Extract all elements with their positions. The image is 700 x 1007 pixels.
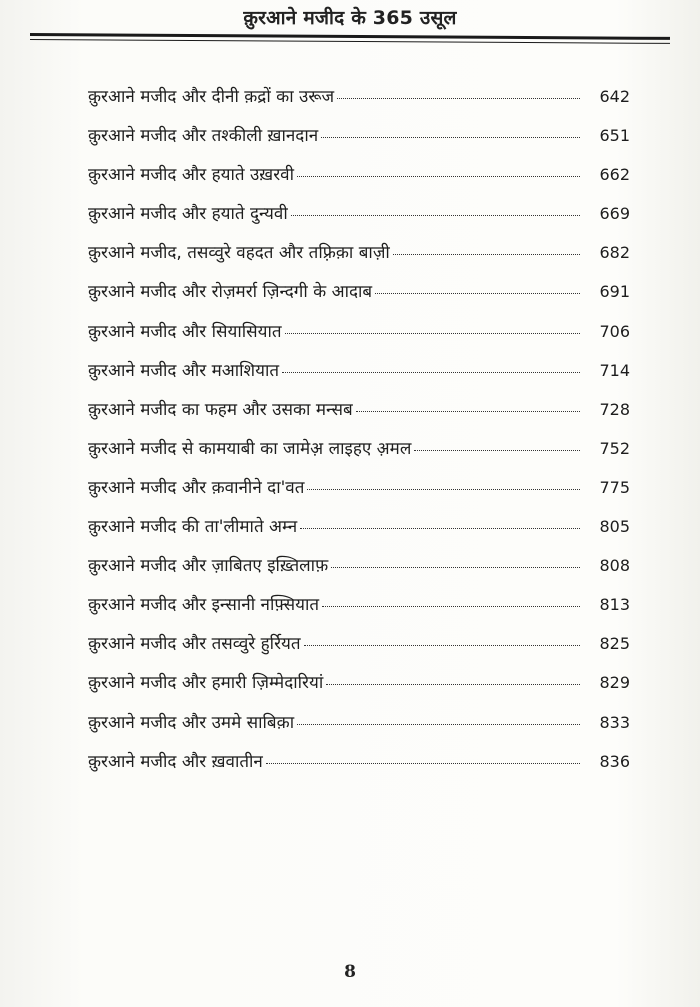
dot-leader (356, 410, 580, 412)
toc-entry (88, 475, 630, 514)
dot-leader (337, 97, 580, 99)
toc-entry-title: क़ुरआने मजीद और हयाते उख़रवी (88, 165, 294, 186)
dot-leader (297, 723, 580, 725)
toc-entry-page: 651 (599, 126, 630, 146)
toc-entry-page: 714 (599, 360, 630, 380)
toc-entry-title: क़ुरआने मजीद और ज़ाबितए इख़्तिलाफ़ (88, 556, 329, 577)
toc-entry-title: क़ुरआने मजीद और ख़वातीन (88, 751, 263, 772)
toc-entry-page: 833 (599, 712, 630, 732)
dot-leader (304, 644, 580, 646)
toc-entry-title: क़ुरआने मजीद, तसव्वुरे वहदत और तफ़्रिक़ा बाज़ी (88, 243, 390, 264)
toc-entry (88, 84, 630, 123)
toc-entry-title: क़ुरआने मजीद और हयाते दुन्यवी (88, 204, 288, 225)
toc-entry-title: क़ुरआने मजीद और हमारी ज़िम्मेदारियां (88, 673, 324, 694)
toc-entry (88, 162, 630, 201)
table-of-contents (88, 84, 630, 788)
dot-leader (291, 214, 580, 216)
toc-entry-title: क़ुरआने मजीद और रोज़मर्रा ज़िन्दगी के आदाब (88, 282, 373, 303)
toc-entry (88, 710, 630, 749)
toc-entry (88, 240, 630, 279)
toc-entry-page: 662 (599, 165, 630, 185)
toc-entry-title: क़ुरआने मजीद और मआशियात (88, 360, 280, 381)
toc-entry-page: 808 (599, 556, 630, 576)
toc-entry-page: 825 (599, 634, 630, 654)
header-rule-thin (30, 39, 670, 44)
dot-leader (331, 566, 580, 568)
toc-entry-page: 836 (599, 751, 630, 771)
toc-entry-title: क़ुरआने मजीद और दीनी क़द्रों का उरूज (88, 87, 335, 107)
toc-entry-page: 669 (599, 204, 630, 224)
dot-leader (322, 605, 580, 607)
dot-leader (393, 253, 580, 255)
toc-entry-page: 682 (599, 243, 630, 263)
dot-leader (307, 488, 580, 490)
toc-entry-page: 805 (599, 517, 630, 537)
toc-entry-page: 728 (599, 399, 630, 419)
toc-entry (88, 592, 630, 631)
toc-entry (88, 319, 630, 358)
toc-entry-page: 642 (599, 87, 630, 106)
toc-entry-page: 775 (599, 477, 630, 497)
toc-entry (88, 553, 630, 592)
toc-entry-title: क़ुरआने मजीद और इन्सानी नफ़्सियात (88, 595, 320, 616)
toc-entry-title: क़ुरआने मजीद से कामयाबी का जामेअ़ लाइहए अ़मल (88, 438, 412, 459)
dot-leader (285, 332, 580, 334)
running-header-title: क़ुरआने मजीद के 365 उसूल (243, 7, 457, 29)
toc-entry-page: 691 (599, 282, 630, 302)
toc-entry-title: क़ुरआने मजीद का फहम और उसका मन्सब (88, 399, 353, 420)
toc-entry (88, 279, 630, 318)
toc-entry-page: 706 (599, 321, 630, 341)
dot-leader (266, 762, 580, 764)
toc-entry-title: क़ुरआने मजीद और तश्कीली ख़ानदान (88, 126, 319, 147)
dot-leader (282, 371, 580, 373)
page-number: 8 (344, 962, 356, 982)
toc-entry-page: 813 (599, 595, 630, 615)
toc-entry (88, 514, 630, 553)
dot-leader (300, 527, 580, 529)
dot-leader (375, 292, 580, 294)
toc-entry-title: क़ुरआने मजीद की ता'लीमाते अम्न (88, 517, 298, 538)
toc-entry-title: क़ुरआने मजीद और तसव्वुरे हुर्रियत (88, 634, 301, 655)
toc-entry (88, 670, 630, 709)
dot-leader (297, 175, 580, 177)
dot-leader (326, 683, 580, 685)
toc-entry (88, 201, 630, 240)
toc-entry-title: क़ुरआने मजीद और उममे साबिक़ा (88, 712, 295, 733)
dot-leader (321, 136, 580, 138)
toc-entry (88, 436, 630, 475)
toc-entry-page: 829 (599, 673, 630, 693)
toc-entry-title: क़ुरआने मजीद और सियासियात (88, 321, 282, 342)
toc-entry-title: क़ुरआने मजीद और क़वानीने दा'वत (88, 477, 305, 498)
toc-entry (88, 631, 630, 670)
dot-leader (414, 449, 580, 451)
toc-entry (88, 397, 630, 436)
toc-entry (88, 749, 630, 788)
toc-entry (88, 358, 630, 397)
toc-entry (88, 123, 630, 162)
toc-entry-page: 752 (599, 438, 630, 458)
